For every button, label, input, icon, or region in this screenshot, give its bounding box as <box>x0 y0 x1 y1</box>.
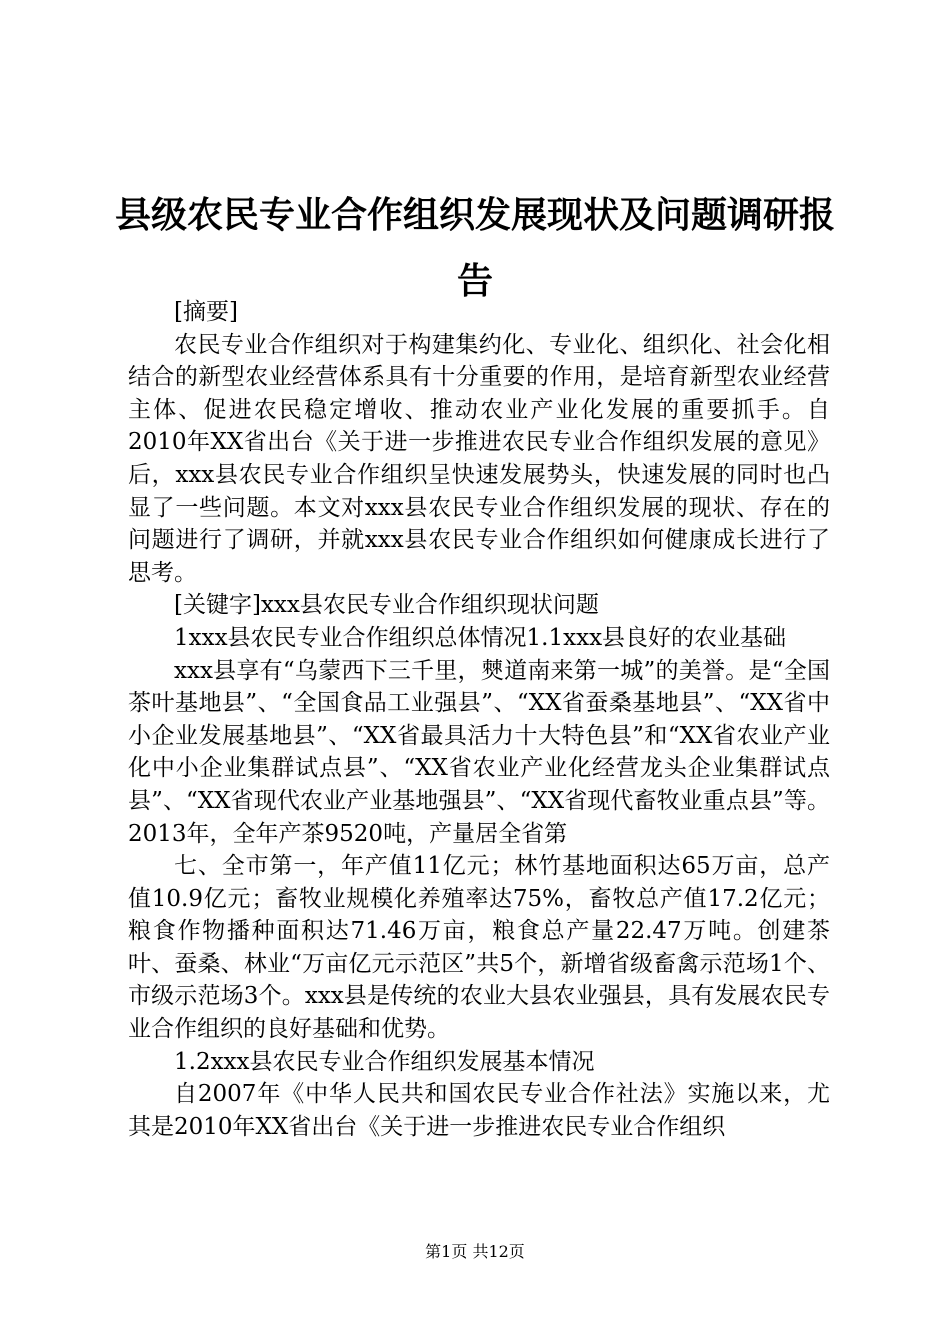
body-paragraph: xxx县享有“乌蒙西下三千里，僰道南来第一城”的美誉。是“全国茶叶基地县”、“全国食品工业强县”、“XX省蚕桑基地县”、“XX省中小企业发展基地县”、“XX省最具活力十大特色县”和“XX省农业产业化中小企业集群试点县”、“XX省农业产业化经营龙头企业集群试点县”、“XX省现代农业产业基地强县”、“XX省现代畜牧业重点县”等。2013年，全年产茶9520吨，产量居全省第 <box>128 657 830 847</box>
abstract-heading: [摘要] <box>174 299 238 325</box>
section-heading-1-2: 1.2xxx县农民专业合作组织发展基本情况 <box>174 1048 595 1075</box>
page-number-footer: 第1页 共12页 <box>425 1242 525 1261</box>
body-paragraph: 自2007年《中华人民共和国农民专业合作社法》实施以来，尤其是2010年XX省出台《关于进一步推进农民专业合作组织 <box>128 1081 830 1140</box>
section-heading-1: 1xxx县农民专业合作组织总体情况1.1xxx县良好的农业基础 <box>174 624 787 651</box>
abstract-paragraph: 农民专业合作组织对于构建集约化、专业化、组织化、社会化相结合的新型农业经营体系具有十分重要的作用，是培育新型农业经营主体、促进农民稳定增收、推动农业产业化发展的重要抓手。自2010年XX省出台《关于进一步推进农民专业合作组织发展的意见》后，xxx县农民专业合作组织呈快速发展势头，快速发展的同时也凸显了一些问题。本文对xxx县农民专业合作组织发展的现状、存在的问题进行了调研，并就xxx县农民专业合作组织如何健康成长进行了思考。 <box>128 331 830 586</box>
keywords-paragraph: [关键字]xxx县农民专业合作组织现状问题 <box>174 592 599 619</box>
body-paragraph: 七、全市第一，年产值11亿元；林竹基地面积达65万亩，总产值10.9亿元；畜牧业规模化养殖率达75%，畜牧总产值17.2亿元；粮食作物播种面积达71.46万亩，粮食总产量22.47万吨。创建茶叶、蚕桑、林业“万亩亿元示范区”共5个，新增省级畜禽示范场1个、市级示范场3个。xxx县是传统的农业大县农业强县，具有发展农民专业合作组织的良好基础和优势。 <box>128 853 830 1043</box>
document-body <box>128 296 830 1143</box>
document-title: 县级农民专业合作组织发展现状及问题调研报告 <box>114 194 835 302</box>
